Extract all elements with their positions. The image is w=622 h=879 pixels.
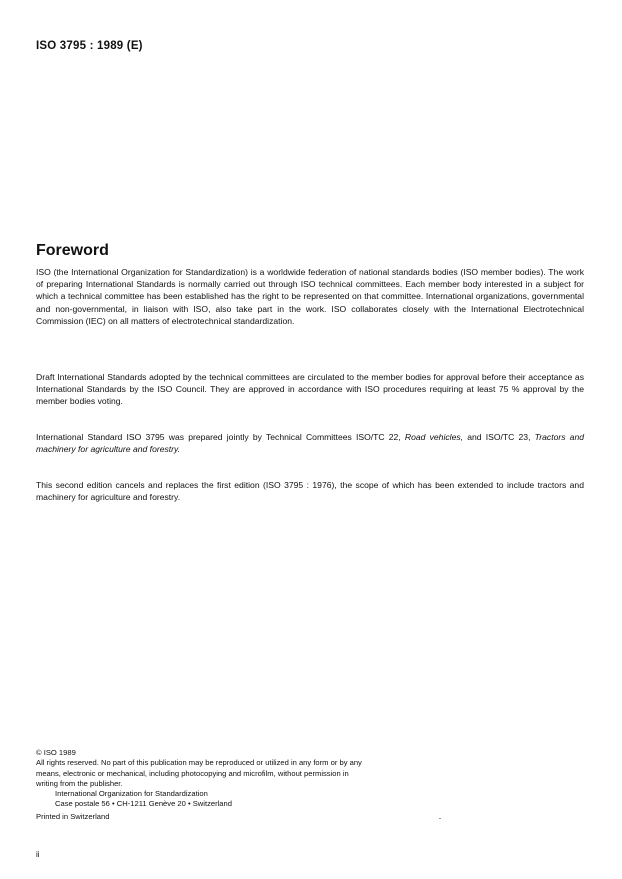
foreword-paragraph-3 [36,431,584,455]
paragraph-intro: International Standard ISO 3795 was prepared jointly by Technical Committees ISO/TC 22, [36,432,405,442]
organization-address: Case postale 56 • CH-1211 Genève 20 • Switzerland [55,799,232,809]
copyright-line: © ISO 1989 [36,748,76,757]
tc22-title: Road vehicles, [404,432,464,442]
foreword-title: Foreword [36,242,109,259]
page-number: ii [36,850,40,859]
standard-identifier: ISO 3795 : 1989 (E) [36,40,143,52]
foreword-paragraph-1 [36,266,584,327]
foreword-paragraph-2 [36,371,584,408]
printed-in-line: Printed in Switzerland [36,811,110,821]
scan-speck [439,818,441,819]
paragraph-text [36,431,584,455]
paragraph-text: Draft International Standards adopted by the technical committees are circulated to the member bodies for approval before their acceptance as International Standards by the ISO Council. They are approved in accordance with ISO procedures requiring at least 75 % approval by the member bodies voting. [36,372,584,407]
paragraph-text: This second edition cancels and replaces the first edition (ISO 3795 : 1976), the scope of which has been extended to include tractors and machinery for agriculture and forestry. [36,480,584,503]
paragraph-text: ISO (the International Organization for Standardization) is a worldwide federation of national standards bodies (ISO member bodies). The work of preparing International Standards is normally carried out through ISO technical committees. Each member body interested in a subject for which a technical committee has been established has the right to be represented on that committee. International organizations, governmental and non-governmental, in liaison with ISO, also take part in the work. ISO collaborates closely with the International Electrotechnical Commission (IEC) on all matters of electrotechnical standardization. [36,267,584,326]
copyright-notice [36,748,586,822]
organization-name: International Organization for Standardization [55,789,208,799]
paragraph-middle: and ISO/TC 23, [463,432,535,442]
rights-line-1: All rights reserved. No part of this publication may be reproduced or utilized in any form or by any [36,758,362,768]
foreword-paragraph-4 [36,479,584,503]
rights-line-2: means, electronic or mechanical, including photocopying and microfilm, without permission in [36,768,349,778]
tc23-title: Tractors and machinery for agriculture and forestry. [36,432,585,455]
rights-line-3: writing from the publisher. [36,778,123,788]
